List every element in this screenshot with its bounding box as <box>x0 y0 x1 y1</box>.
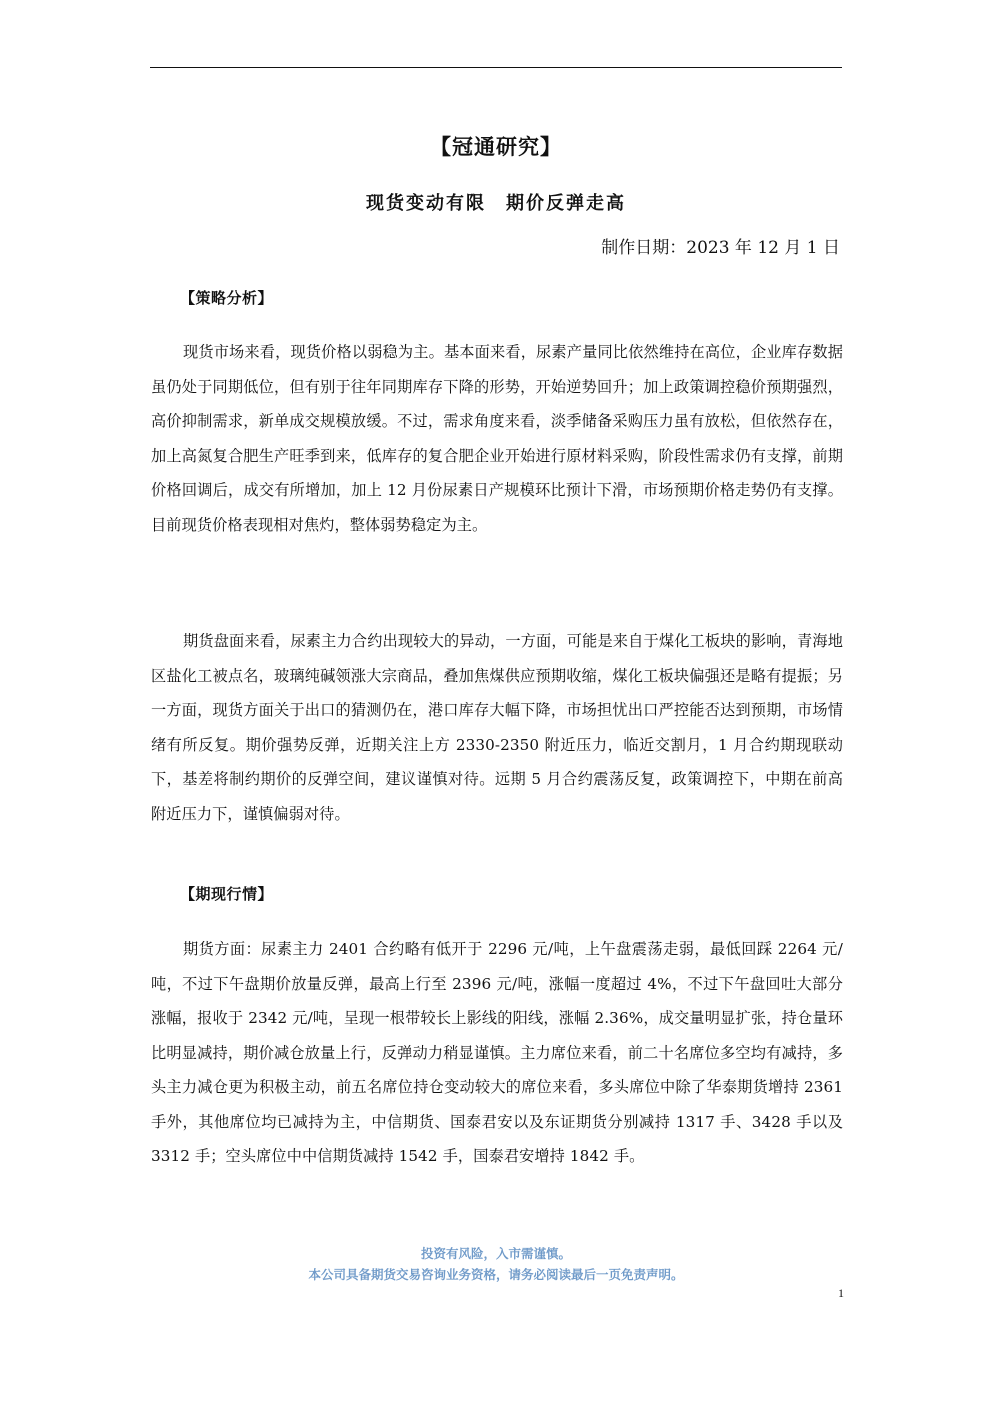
risk-notice: 投资有风险，入市需谨慎。 <box>420 1246 571 1261</box>
header-rule <box>150 67 842 68</box>
brand-title: 【冠通研究】 <box>430 135 562 159</box>
strategy-paragraph-futures: 期货盘面来看，尿素主力合约出现较大的异动，一方面，可能是来自于煤化工板块的影响，青海地区盐化工被点名，玻璃纯碱领涨大宗商品，叠加焦煤供应预期收缩，煤化工板块偏强还是略有提振；另一方面，现货方面关于出口的猜测仍在，港口库存大幅下降，市场担忧出口严控能否达到预期，市场情绪有所反复。期价强势反弹，近期关注上方 2330-2350 附近压力，临近交割月，1 月合约期现联动下，基差将制约期价的反弹空间，建议谨慎对待。远期 5 月合约震荡反复，政策调控下，中期在前高附近压力下，谨慎偏弱对待。 <box>151 632 843 823</box>
strategy-heading: 【策略分析】 <box>180 289 274 307</box>
market-paragraph-futures: 期货方面：尿素主力 2401 合约略有低开于 2296 元/吨，上午盘震荡走弱，最低回踩 2264 元/吨，不过下午盘期价放量反弹，最高上行至 2396 元/吨，涨幅一度超过 4%，不过下午盘回吐大部分涨幅，报收于 2342 元/吨，呈现一根带较长上影线的阳线，涨幅 2.36%，成交量明显扩张，持仓量环比明显减持，期价减仓放量上行，反弹动力稍显谨慎。主力席位来看，前二十名席位多空均有减持，多头主力减仓更为积极主动，前五名席位持仓变动较大的席位来看，多头席位中除了华泰期货增持 2361 手外，其他席位均已减持为主，中信期货、国泰君安以及东证期货分别减持 1317 手、3428 手以及 3312 手；空头席位中中信期货减持 1542 手，国泰君安增持 1842 手。 <box>151 940 843 1165</box>
qualification-notice: 本公司具备期货交易咨询业务资格，请务必阅读最后一页免责声明。 <box>308 1267 684 1282</box>
strategy-paragraph-spot: 现货市场来看，现货价格以弱稳为主。基本面来看，尿素产量同比依然维持在高位，企业库存数据虽仍处于同期低位，但有别于往年同期库存下降的形势，开始逆势回升；加上政策调控稳价预期强烈，高价抑制需求，新单成交规模放缓。不过，需求角度来看，淡季储备采购压力虽有放松，但依然存在，加上高氮复合肥生产旺季到来，低库存的复合肥企业开始进行原材料采购，阶段性需求仍有支撑，前期价格回调后，成交有所增加，加上 12 月份尿素日产规模环比预计下滑，市场预期价格走势仍有支撑。目前现货价格表现相对焦灼，整体弱势稳定为主。 <box>151 343 843 534</box>
page-number: 1 <box>838 1286 844 1300</box>
report-date: 制作日期：2023 年 12 月 1 日 <box>601 238 840 258</box>
market-heading: 【期现行情】 <box>180 885 274 903</box>
report-headline: 现货变动有限 期价反弹走高 <box>366 193 626 214</box>
